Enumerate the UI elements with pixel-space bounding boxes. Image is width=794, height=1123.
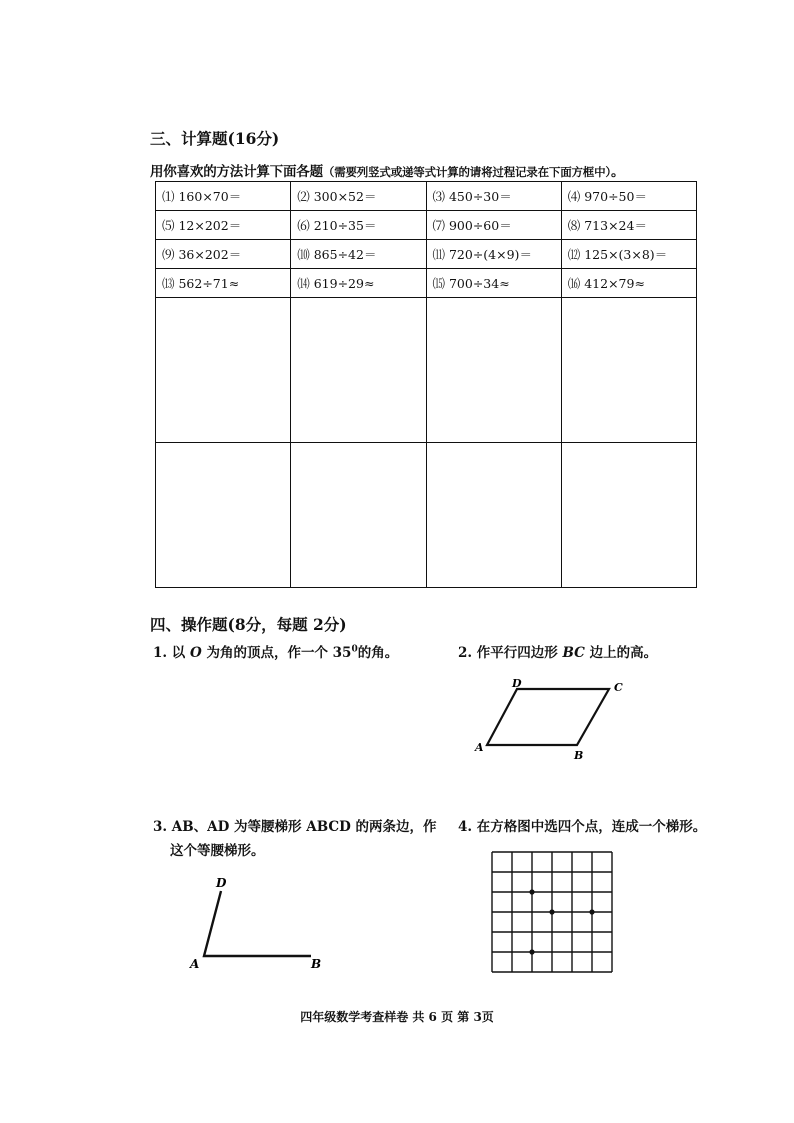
work-box[interactable]: [291, 443, 426, 588]
calc-problem-1: ⑴ 160×70＝: [156, 182, 291, 211]
work-area-row: [156, 443, 697, 588]
grid-figure: [490, 850, 614, 970]
calc-problem-12: ⑿ 125×(3×8)＝: [561, 240, 696, 269]
label-c: C: [614, 681, 623, 694]
label-b: B: [311, 957, 322, 971]
calc-problem-15: ⒂ 700÷34≈: [426, 269, 561, 298]
parallelogram-shape: [487, 689, 609, 745]
calc-problem-11: ⑾ 720÷(4×9)＝: [426, 240, 561, 269]
calc-problem-6: ⑹ 210÷35＝: [291, 211, 426, 240]
label-d: D: [216, 876, 227, 890]
instruction-note: （需要列竖式或递等式计算的请将过程记录在下面方框中）: [322, 165, 611, 179]
work-area-row: [156, 298, 697, 443]
p2-side-bc: BC: [562, 645, 585, 661]
grid-dots: [529, 889, 594, 954]
label-a: A: [190, 957, 200, 971]
table-row: [156, 240, 697, 269]
work-box[interactable]: [426, 443, 561, 588]
label-b: B: [574, 749, 584, 762]
grid-point: [529, 949, 534, 954]
calc-problem-5: ⑸ 12×202＝: [156, 211, 291, 240]
operation-problem-2: [458, 641, 657, 661]
calc-problem-14: ⒁ 619÷29≈: [291, 269, 426, 298]
operation-problem-1: [153, 641, 398, 661]
operation-problem-3-line1: 3. AB、AD 为等腰梯形 ABCD 的两条边，作: [153, 819, 437, 835]
label-a: A: [475, 741, 484, 754]
work-box[interactable]: [426, 298, 561, 443]
section3-title: 三、计算题(16分): [150, 129, 280, 148]
p1-text-mid: 为角的顶点，作一个 35: [201, 645, 352, 661]
instruction-end: 。: [610, 164, 625, 180]
work-box[interactable]: [561, 443, 696, 588]
p1-text-post: 的角。: [357, 645, 399, 661]
operation-problem-4: 4. 在方格图中选四个点，连成一个梯形。: [458, 819, 707, 835]
work-box[interactable]: [156, 298, 291, 443]
work-box[interactable]: [156, 443, 291, 588]
section4-title: 四、操作题(8分，每题 2分): [150, 615, 347, 634]
section3-instruction: [150, 160, 624, 180]
label-d: D: [512, 677, 522, 690]
calculation-table: [155, 181, 697, 588]
p2-text-post: 边上的高。: [584, 645, 658, 661]
page-footer: 四年级数学考查样卷 共 6 页 第 3页: [300, 1010, 494, 1024]
calc-problem-4: ⑷ 970÷50＝: [561, 182, 696, 211]
calc-problem-2: ⑵ 300×52＝: [291, 182, 426, 211]
angle-figure: [185, 870, 335, 975]
angle-lines: [204, 891, 311, 956]
grid-point: [529, 889, 534, 894]
table-row: [156, 269, 697, 298]
p1-point-o: O: [190, 645, 202, 661]
calc-problem-7: ⑺ 900÷60＝: [426, 211, 561, 240]
table-row: [156, 182, 697, 211]
calc-problem-10: ⑽ 865÷42＝: [291, 240, 426, 269]
calc-problem-9: ⑼ 36×202＝: [156, 240, 291, 269]
work-box[interactable]: [291, 298, 426, 443]
calc-problem-16: ⒃ 412×79≈: [561, 269, 696, 298]
calc-problem-3: ⑶ 450÷30＝: [426, 182, 561, 211]
parallelogram-figure: [470, 675, 630, 765]
work-box[interactable]: [561, 298, 696, 443]
calc-problem-13: ⒀ 562÷71≈: [156, 269, 291, 298]
grid-point: [589, 909, 594, 914]
grid-point: [549, 909, 554, 914]
operation-problem-3-line2: 这个等腰梯形。: [170, 843, 265, 859]
calc-problem-8: ⑻ 713×24＝: [561, 211, 696, 240]
p2-text-pre: 2. 作平行四边形: [458, 645, 563, 661]
p1-degree-sup: 0: [351, 644, 358, 655]
p1-text-pre: 1. 以: [153, 645, 190, 661]
instruction-main: 用你喜欢的方法计算下面各题: [150, 164, 323, 180]
table-row: [156, 211, 697, 240]
